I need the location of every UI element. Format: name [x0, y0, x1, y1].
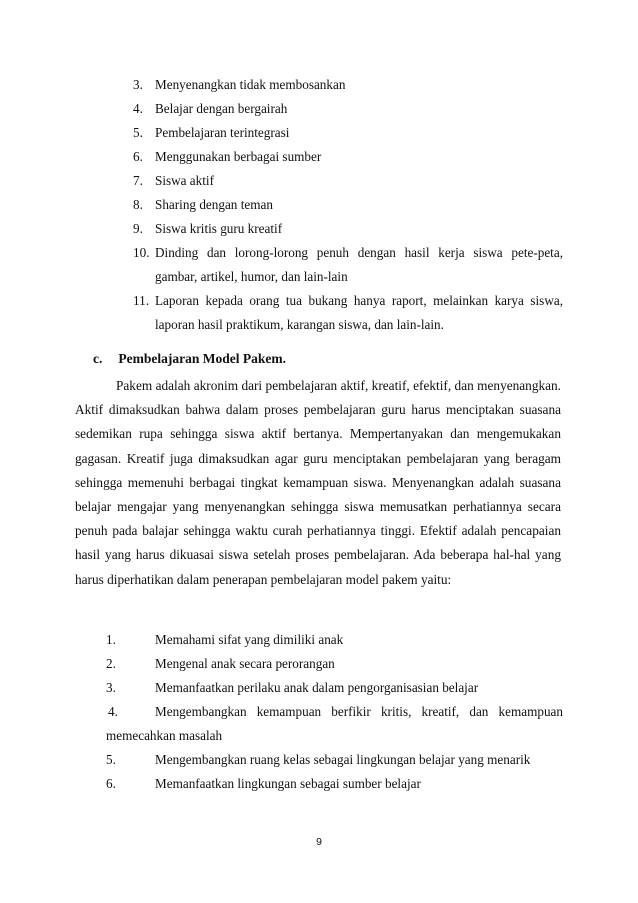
list-item: [75, 628, 563, 652]
list-item-continuation: [133, 265, 563, 289]
list-item-text: Menyenangkan tidak membosankan: [155, 77, 346, 92]
section-paragraph: Pakem adalah akronim dari pembelajaran aktif, kreatif, efektif, dan menyenangkan. Aktif dimaksudkan bahwa dalam proses pembelajaran guru harus menciptakan suasana sedemikan rupa sehingga siswa aktif bertanya. Mempertanyakan dan mengemukakan gagasan. Kreatif juga dimaksudkan agar guru menciptakan pembelajaran yang beragam sehingga memenuhi berbagai tingkat kemampuan siswa. Menyenangkan adalah suasana belajar mengajar yang menyenangkan sehingga siswa memusatkan perhatiannya secara penuh pada balajar sehingga waktu curah perhatiannya tinggi. Efektif adalah pencapaian hasil yang harus dikuasai siswa setelah proses pembelajaran. Ada beberapa hal-hal yang harus diperhatikan dalam penerapan pembelajaran model pakem yaitu:: [75, 378, 561, 587]
list-item-number: 1.: [106, 632, 116, 647]
list-item-text: Mengenal anak secara perorangan: [155, 656, 335, 671]
list-item-text: Siswa kritis guru kreatif: [155, 221, 283, 236]
list-item-number: 4.: [108, 704, 118, 719]
list-item-continuation: [133, 313, 563, 337]
list-item-number: 4.: [133, 101, 143, 116]
list-item: [133, 73, 563, 97]
list-item-text: Menggunakan berbagai sumber: [155, 149, 322, 164]
list-item-text-line2: gambar, artikel, humor, dan lain-lain: [155, 269, 348, 284]
list-item-text: Mengembangkan ruang kelas sebagai lingkungan belajar yang menarik: [155, 752, 531, 767]
numbered-list-bottom: [75, 628, 563, 796]
list-item-number: 3.: [133, 77, 143, 92]
list-item-continuation: memecahkan masalah: [106, 728, 223, 743]
list-item-number: 11.: [133, 293, 149, 308]
page-number: 9: [316, 836, 322, 848]
list-item-text: Memahami sifat yang dimiliki anak: [155, 632, 344, 647]
list-item: [75, 772, 563, 796]
list-item-number: 2.: [106, 656, 116, 671]
list-item-number: 8.: [133, 197, 143, 212]
list-item-text: Sharing dengan teman: [155, 197, 273, 212]
list-item-text: Memanfaatkan perilaku anak dalam pengorganisasian belajar: [155, 680, 479, 695]
list-item: [133, 217, 563, 241]
list-item-number: 7.: [133, 173, 143, 188]
list-item-text-line1: Laporan kepada orang tua bukang hanya raport, melainkan karya siswa,: [155, 293, 563, 308]
list-item-number: 5.: [133, 125, 143, 140]
list-item-number: 10.: [133, 245, 150, 260]
section-title: Pembelajaran Model Pakem.: [118, 351, 286, 366]
list-item-number: 9.: [133, 221, 143, 236]
list-item-text: Mengembangkan kemampuan berfikir kritis, kreatif, dan kemampuan: [155, 704, 563, 719]
list-item-text: Siswa aktif: [155, 173, 214, 188]
section-heading: [93, 351, 286, 367]
list-item-number: 6.: [106, 776, 116, 791]
list-item: [133, 193, 563, 217]
list-item: [75, 652, 563, 676]
section-letter: c.: [93, 351, 103, 366]
list-item-number: 6.: [133, 149, 143, 164]
list-item-number: 3.: [106, 680, 116, 695]
list-item-text-line2: laporan hasil praktikum, karangan siswa, dan lain-lain.: [155, 317, 444, 332]
list-item: [133, 145, 563, 169]
numbered-list-top: [133, 73, 563, 337]
list-item: [133, 169, 563, 193]
list-item: [75, 676, 563, 700]
list-item-text: Memanfaatkan lingkungan sebagai sumber belajar: [155, 776, 421, 791]
list-item: [75, 700, 563, 724]
list-item: [133, 97, 563, 121]
list-item: [133, 121, 563, 145]
list-item: [133, 241, 563, 265]
list-item-number: 5.: [106, 752, 116, 767]
list-item-text-line1: Dinding dan lorong-lorong penuh dengan hasil kerja siswa pete-peta,: [155, 245, 563, 260]
list-item-text: Pembelajaran terintegrasi: [155, 125, 290, 140]
list-item-text: Belajar dengan bergairah: [155, 101, 288, 116]
list-item: [133, 289, 563, 313]
list-item: [75, 748, 563, 772]
